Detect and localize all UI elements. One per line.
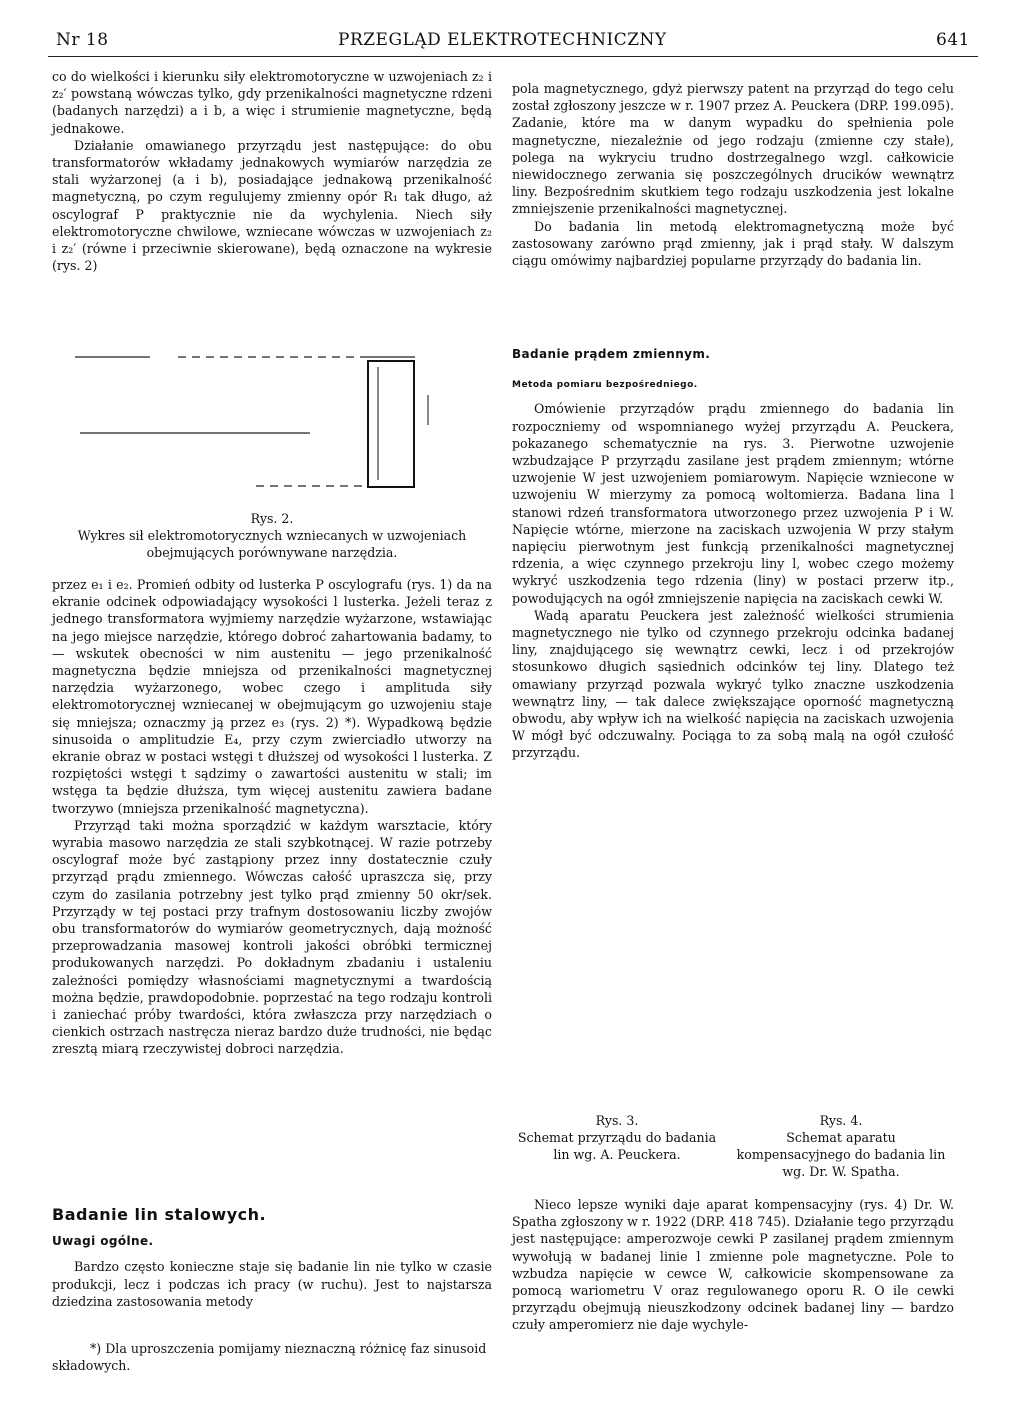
- figure-3-caption: Schemat przyrządu do badania lin wg. A. Peuckera.: [517, 1130, 717, 1162]
- paragraph: Do badania lin metodą elektromagnetyczną może być zastosowany zarówno prąd zmienny, jak i prąd stały. W dalszym ciągu omówimy najbardziej popularne przyrządy do badania lin.: [512, 218, 954, 269]
- paragraph: Bardzo często konieczne staje się badanie lin nie tylko w czasie produkcji, lecz i podczas ich pracy (w ruchu). Jest to najstarsza dziedzina zastosowania metody: [52, 1259, 492, 1309]
- left-column-bottom: [52, 576, 492, 1058]
- footnote: *) Dla uproszczenia pomijamy nieznaczną różnicę faz sinusoid składowych.: [52, 1341, 487, 1373]
- paragraph: Omówienie przyrządów prądu zmiennego do badania lin rozpoczniemy od wspomnianego wyżej przyrządu A. Peuckera, pokazanego schematycznie na rys. 3. Pierwotne uzwojenie wzbudzające P przyrządu zasilane jest prądem zmiennym; wtórne uzwojenie W jest uzwojeniem pomiarowym. Napięcie wzniecone w uzwojeniu W mierzymy za pomocą woltomierza. Badana lina l stanowi rdzeń transformatora utworzonego przez uzwojenia P i W. Napięcie wtórne, mierzone na zaciskach uzwojenia W przy stałym napięciu pierwotnym jest funkcją przenikalności magnetycznej rdzenia, a więc czynnego przekroju liny l, wobec czego możemy wykryć uszkodzenia tego rdzenia (liny) w postaci przerw itp., powodujących na ogół zmniejszenie napięcia na zaciskach cewki W.: [512, 401, 954, 606]
- figure-4-caption-block: [730, 1112, 952, 1180]
- screen-frame: [368, 361, 414, 487]
- section-subtitle: Metoda pomiaru bezpośredniego.: [512, 380, 698, 391]
- figure-2-diagram: [60, 345, 480, 505]
- section-lin: [52, 1206, 492, 1310]
- page-header: [48, 30, 978, 56]
- journal-title: PRZEGLĄD ELEKTROTECHNICZNY: [338, 30, 667, 50]
- paragraph: Przyrząd taki można sporządzić w każdym warsztacie, który wyrabia masowo narzędzia ze stali szybkotnącej. W razie potrzeby oscylograf może być zastąpiony przez inny dostatecznie czuły przyrząd prądu zmiennego. Wówczas całość upraszcza się, przy czym do zasilania potrzebny jest tylko prąd zmienny 50 okr/sek. Przyrządy w tej postaci przy trafnym dostosowaniu liczby zwojów obu transformatorów do wymiarów geometrycznych, dają możność przeprowadzania masowej kontroli jakości obróbki termicznej produkowanych narzędzi. Po dokładnym zbadaniu i ustaleniu zależności pomiędzy własnościami magnetycznymi a twardością można będzie, prawdopodobnie. poprzestać na tego rodzaju kontroli i zaniechać próby twardości, która zwłaszcza przy narzędziach o cienkich ostrzach nastręcza nieraz bardzo duże trudności, nie będąc zresztą miarą rzeczywistej dobroci narzędzia.: [52, 817, 492, 1057]
- paragraph: pola magnetycznego, gdyż pierwszy patent na przyrząd do tego celu został zgłoszony jeszcze w r. 1907 przez A. Peuckera (DRP. 199.095). Zadanie, które ma w danym wypadku do spełnienia pole magnetyczne, niezależnie od jego rodzaju (zmienne czy stałe), polega na wykryciu trudno dostrzegalnego wzgl. całkowicie niewidocznego zerwania się poszczególnych drucików wewnątrz liny. Bezpośrednim skutkiem tego rodzaju uszkodzenia jest lokalne zmniejszenie przenikalności magnetycznej.: [512, 81, 954, 217]
- section-prad: [512, 346, 954, 762]
- section-subtitle: Uwagi ogólne.: [52, 1234, 154, 1249]
- paragraph: Wadą aparatu Peuckera jest zależność wielkości strumienia magnetycznego nie tylko od czynnego przekroju odcinka badanej liny, znajdującego się wewnątrz cewki, lecz i od przekrojów stosunkowo długich sąsiednich odcinków tej liny. Dlatego też omawiany przyrząd pozwala wykryć tylko znaczne uszkodzenia wewnątrz liny, — tak dalece zwiększające oporność magnetyczną obwodu, aby wpływ ich na wielkość napięcia na zaciskach uzwojenia W mógł być odczuwalny. Pociąga to za sobą malą na ogół czułość przyrządu.: [512, 607, 954, 761]
- section-title: Badanie lin stalowych.: [52, 1205, 267, 1224]
- paragraph: Działanie omawianego przyrządu jest następujące: do obu transformatorów wkładamy jednakowych wymiarów narzędzia ze stali wyżarzonej (a i b), posiadające jednakową przenikalność magnetyczną, po czym regulujemy zmienny opór R₁ tak długo, aż oscylograf P praktycznie nie da wychylenia. Niech siły elektromotoryczne chwilowe, wzniecane wówczas w uzwojeniach z₂ i z₂′ (równe i przeciwnie skierowane), będą oznaczone na wykresie (rys. 2): [52, 137, 492, 274]
- figure-3-caption-block: [512, 1112, 722, 1163]
- header-rule: [48, 56, 978, 57]
- figure-3-label: Rys. 3.: [595, 1113, 639, 1128]
- figure-2-label: Rys. 2.: [250, 511, 294, 526]
- right-column-top: [512, 80, 954, 269]
- issue-number: Nr 18: [56, 30, 109, 50]
- page-number: 641: [936, 30, 970, 50]
- figure-2-caption: Wykres sił elektromotorycznych wzniecanych w uzwojeniach obejmujących porównywane narzędzia.: [77, 528, 467, 560]
- paragraph: Nieco lepsze wyniki daje aparat kompensacyjny (rys. 4) Dr. W. Spatha zgłoszony w r. 1922 (DRP. 418 745). Działanie tego przyrządu jest następujące: amperozwoje cewki P zasilanej prądem zmiennym wywołują w badanej linie l zmienne pole magnetyczne. Pole to wzbudza napięcie w cewce W, całkowicie skompensowane za pomocą wariometru V oraz regulowanego oporu R. O ile cewki przyrządu obejmują nieuszkodzony odcinek badanej liny — bardzo czuły amperomierz nie daje wychyle-: [512, 1197, 954, 1333]
- figure-4-caption: Schemat aparatu kompensacyjnego do badania lin wg. Dr. W. Spatha.: [736, 1130, 946, 1179]
- paragraph: co do wielkości i kierunku siły elektromotoryczne w uzwojeniach z₂ i z₂′ powstaną wówczas tylko, gdy przenikalności magnetyczne rdzeni (badanych narzędzi) a i b, a więc i strumienie magnetyczne, będą jednakowe.: [52, 69, 492, 136]
- left-column-top: [52, 68, 492, 274]
- section-title: Badanie prądem zmiennym.: [512, 347, 711, 361]
- right-column-bottom: [512, 1196, 954, 1334]
- paragraph: przez e₁ i e₂. Promień odbity od lusterka P oscylografu (rys. 1) da na ekranie odcinek odpowiadający wysokości l lusterka. Jeżeli teraz z jednego transformatora wyjmiemy narzędzie wyżarzone, wstawiając na jego miejsce narzędzie, którego dobroć zahartowania badamy, to — wskutek obecności w nim austenitu — jego przenikalność magnetyczna będzie mniejsza od przenikalności magnetycznej narzędzia wyżarzonego, wobec czego i amplituda siły elektromotorycznej wzniecanej w obejmującym go uzwojeniu staje się mniejsza; oznaczmy ją przez e₃ (rys. 2) *). Wypadkową będzie sinusoida o amplitudzie E₄, przy czym zwierciadło utworzy na ekranie obraz w postaci wstęgi t dłuższej od wysokości l lusterka. Z rozpiętości wstęgi t sądzimy o zawartości austenitu w stali; im wstęga ta będzie dłuższa, tym więcej austenitu zawiera badane tworzywo (mniejsza przenikalność magnetyczna).: [52, 577, 492, 816]
- figure-2-caption-block: [52, 510, 492, 561]
- figure-4-label: Rys. 4.: [819, 1113, 863, 1128]
